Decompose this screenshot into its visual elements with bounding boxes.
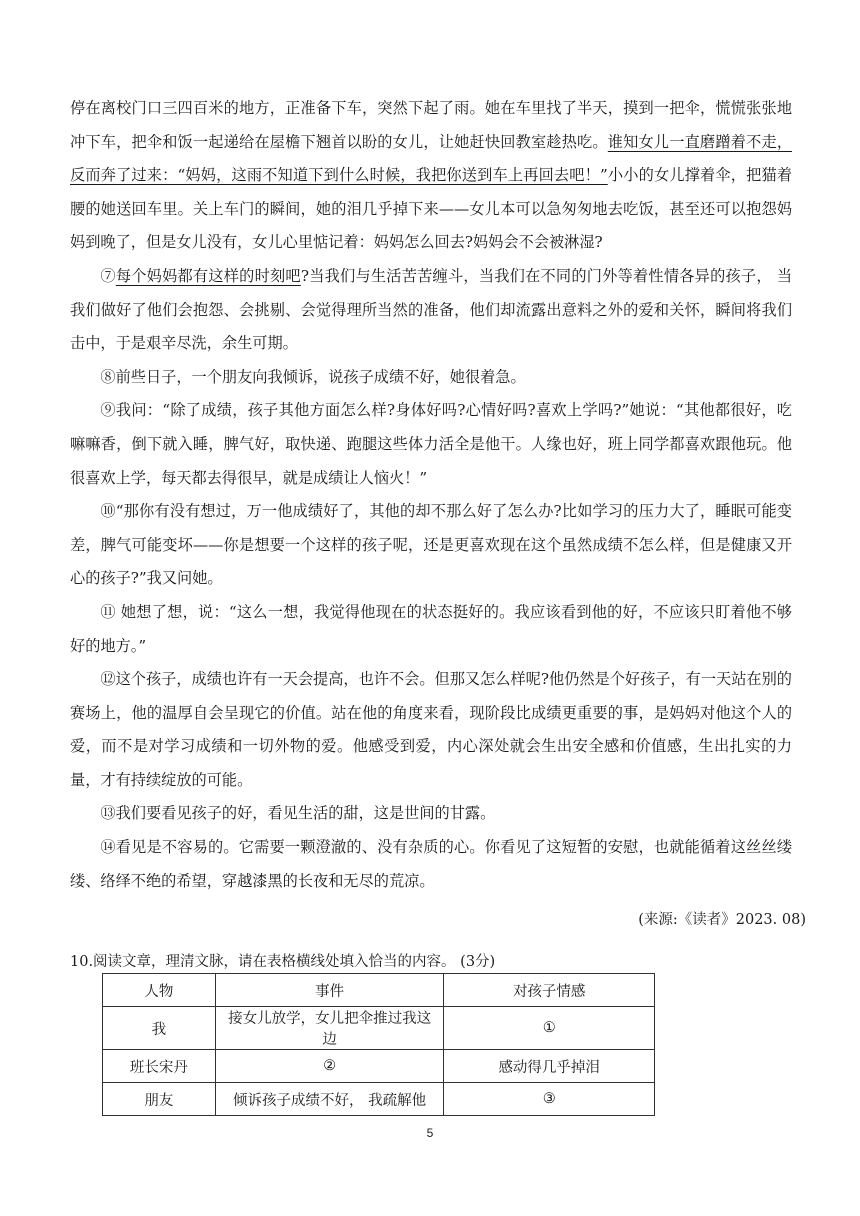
- table-header-cell: 对孩子情感: [444, 974, 655, 1007]
- answer-table: [102, 973, 655, 1116]
- paragraph-13: ⑬我们要看见孩子的好，看见生活的甜，这是世间的甘露。: [100, 804, 496, 823]
- table-header-cell: 人物: [103, 974, 216, 1007]
- paragraph-11: ⑪ 她想了想，说：“这么一想，我觉得他现在的状态挺好的。我应该看到他的好，不应该只盯着他不够好的地方。”: [70, 602, 792, 655]
- table-cell: ①: [444, 1007, 655, 1050]
- paragraph-10: ⑩“那你有没有想过，万一他成绩好了，其他的却不那么好了怎么办?比如学习的压力大了，睡眠可能变差，脾气可能变坏——你是想要一个这样的孩子呢，还是更喜欢现在这个虽然成绩不怎么样，但是健康又开心的孩子?”我又问她。: [70, 502, 792, 588]
- article-source: (来源:《读者》2023. 08): [638, 912, 806, 928]
- table-cell: 班长宋丹: [103, 1050, 216, 1083]
- paragraph-9: ⑨我问：“除了成绩，孩子其他方面怎么样?身体好吗?心情好吗?喜欢上学吗?”她说：“其他都很好，吃嘛嘛香，倒下就入睡，脾气好，取快递、跑腿这些体力活全是他干。人缘也好，班上同学都喜欢跟他玩。他很喜欢上学，每天都去得很早，就是成绩让人恼火！”: [70, 401, 792, 487]
- paragraph-7: ⑦每个妈妈都有这样的时刻吧?当我们与生活苦苦缠斗，当我们在不同的门外等着性情各异的孩子， 当我们做好了他们会抱怨、会挑剔、会觉得理所当然的准备，他们却流露出意料之外的爱和关怀，瞬间将我们击中，于是艰辛尽洗，余生可期。: [70, 266, 793, 353]
- paragraph-12: ⑫这个孩子，成绩也许有一天会提高，也许不会。但那又怎么样呢?他仍然是个好孩子，有一天站在别的赛场上，他的温厚自会呈现它的价值。站在他的角度来看，现阶段比成绩更重要的事，是妈妈对他这个人的爱，而不是对学习成绩和一切外物的爱。他感受到爱，内心深处就会生出安全感和价值感，生出扎实的力量，才有持续绽放的可能。: [70, 670, 792, 789]
- table-header-cell: 事件: [215, 974, 444, 1007]
- table-row: [103, 1083, 655, 1116]
- table-row: [103, 1007, 655, 1050]
- underlined-phrase: 每个妈妈都有这样的时刻吧: [115, 266, 301, 285]
- table-cell: 朋友: [103, 1083, 216, 1116]
- article-body: [70, 92, 792, 898]
- table-cell: ③: [444, 1083, 655, 1116]
- paragraph-8: ⑧前些日子，一个朋友向我倾诉，说孩子成绩不好，她很着急。: [100, 367, 526, 386]
- table-row: [103, 1050, 655, 1083]
- paragraph-14: ⑭看见是不容易的。它需要一颗澄澈的、没有杂质的心。你看见了这短暂的安慰，也就能循着这丝丝缕缕、络绎不绝的希望，穿越漆黑的长夜和无尽的荒凉。: [70, 838, 792, 890]
- paragraph-6-continued: 停在离校门口三四百米的地方，正准备下车，突然下起了雨。她在车里找了半天，摸到一把伞，慌慌张张地冲下车，把伞和饭一起递给在屋檐下翘首以盼的女儿，让她赶快回教室趁热吃。谁知女儿一直磨蹭着不走，反而奔了过来：“妈妈，这雨不知道下到什么时候，我把你送到车上再回去吧！”小小的女儿撑着伞，把猫着腰的她送回车里。关上车门的瞬间，她的泪几乎掉下来——女儿本可以急匆匆地去吃饭，甚至还可以抱怨妈妈到晚了，但是女儿没有，女儿心里惦记着：妈妈怎么回去?妈妈会不会被淋湿?: [70, 99, 793, 252]
- table-cell: 感动得几乎掉泪: [444, 1050, 655, 1083]
- table-cell: 接女儿放学，女儿把伞推过我这边: [215, 1007, 444, 1050]
- question-10: 10.阅读文章，理清文脉，请在表格横线处填入恰当的内容。 (3分): [70, 954, 496, 970]
- table-cell: 我: [103, 1007, 216, 1050]
- page-number: 5: [426, 1126, 434, 1140]
- underlined-sentence: 谁知女儿一直磨蹭着不走，反而奔了过来：“妈妈，这雨不知道下到什么时候，我把你送到车上再回去吧！”: [70, 132, 793, 185]
- table-cell: 倾诉孩子成绩不好， 我疏解他: [215, 1083, 444, 1116]
- table-header-row: [103, 974, 655, 1007]
- table-cell: ②: [215, 1050, 444, 1083]
